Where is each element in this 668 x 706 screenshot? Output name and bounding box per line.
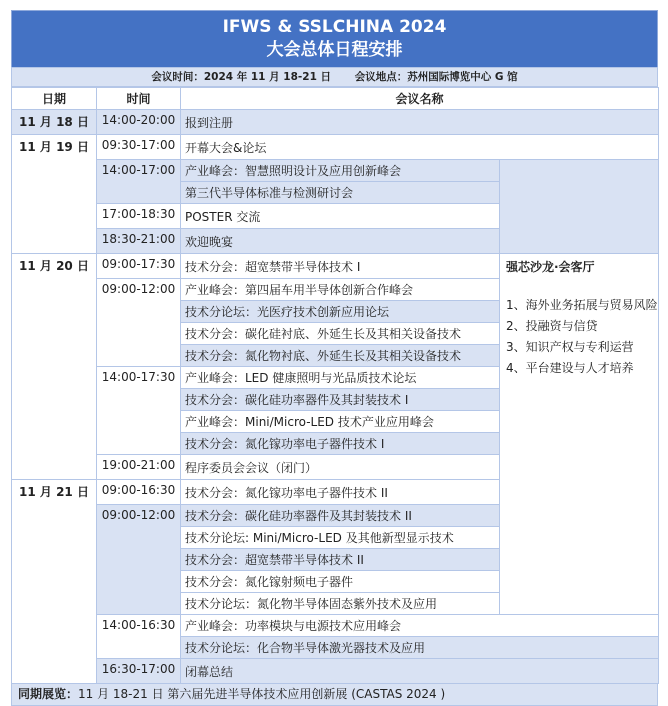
session-cell: 技术分会：碳化硅功率器件及其封装技术 II	[181, 505, 500, 527]
header-name: 会议名称	[181, 88, 659, 110]
time-cell: 14:00-17:00	[97, 160, 181, 204]
blank-side-cell	[500, 160, 659, 254]
date-cell: 11 月 21 日	[12, 480, 97, 684]
table-row	[12, 110, 659, 135]
table-row	[12, 160, 659, 182]
session-cell: 技术分会：氮化物衬底、外延生长及其相关设备技术	[181, 345, 500, 367]
session-cell: 技术分论坛：光医疗技术创新应用论坛	[181, 301, 500, 323]
salon-title: 强芯沙龙·会客厅	[506, 260, 595, 274]
footer-label: 同期展览：	[18, 687, 79, 701]
session-cell: 技术分论坛: Mini/Micro-LED 及其他新型显示技术	[181, 527, 500, 549]
session-cell: 产业峰会：LED 健康照明与光品质技术论坛	[181, 367, 500, 389]
title-banner	[11, 10, 658, 67]
session-cell: POSTER 交流	[181, 204, 500, 229]
session-cell: 产业峰会：Mini/Micro-LED 技术产业应用峰会	[181, 411, 500, 433]
header-time: 时间	[97, 88, 181, 110]
table-row	[12, 254, 659, 279]
session-cell: 闭幕总结	[181, 659, 659, 684]
session-cell: 技术分会：氮化镓功率电子器件技术 II	[181, 480, 500, 505]
time-cell: 09:30-17:00	[97, 135, 181, 160]
header-date: 日期	[12, 88, 97, 110]
session-cell: 欢迎晚宴	[181, 229, 500, 254]
salon-item: 2、投融资与信贷	[506, 319, 598, 333]
schedule-title: 大会总体日程安排	[266, 40, 403, 60]
session-cell: 技术分会：超宽禁带半导体技术 I	[181, 254, 500, 279]
session-cell: 产业峰会：功率模块与电源技术应用峰会	[181, 615, 659, 637]
salon-item: 1、海外业务拓展与贸易风险	[506, 298, 658, 312]
date-cell: 11 月 18 日	[12, 110, 97, 135]
session-cell: 程序委员会会议（闭门）	[181, 455, 500, 480]
session-cell: 开幕大会&论坛	[181, 135, 659, 160]
table-row	[12, 659, 659, 684]
time-cell: 16:30-17:00	[97, 659, 181, 684]
session-cell: 第三代半导体标准与检测研讨会	[181, 182, 500, 204]
session-cell: 技术分论坛：化合物半导体激光器技术及应用	[181, 637, 659, 659]
time-cell: 14:00-16:30	[97, 615, 181, 659]
info-bar	[11, 67, 658, 87]
meeting-time: 会议时间：2024 年 11 月 18-21 日	[151, 71, 332, 83]
salon-cell	[500, 254, 659, 615]
session-cell: 技术分会：氮化镓射频电子器件	[181, 571, 500, 593]
session-cell: 技术分会：碳化硅功率器件及其封装技术 I	[181, 389, 500, 411]
session-cell: 技术分会：超宽禁带半导体技术 II	[181, 549, 500, 571]
session-cell: 报到注册	[181, 110, 659, 135]
time-cell: 17:00-18:30	[97, 204, 181, 229]
meeting-place: 会议地点：苏州国际博览中心 G 馆	[354, 71, 518, 83]
schedule	[11, 10, 658, 706]
session-cell: 技术分论坛：氮化物半导体固态紫外技术及应用	[181, 593, 500, 615]
table-row	[12, 135, 659, 160]
time-cell: 18:30-21:00	[97, 229, 181, 254]
header-row	[12, 88, 659, 110]
time-cell: 14:00-20:00	[97, 110, 181, 135]
session-cell: 技术分会：氮化镓功率电子器件技术 I	[181, 433, 500, 455]
event-title: IFWS & SSLCHINA 2024	[222, 17, 447, 37]
footer-text: 11 月 18-21 日 第六届先进半导体技术应用创新展 (CASTAS 2024 )	[78, 687, 446, 701]
time-cell: 19:00-21:00	[97, 455, 181, 480]
salon-item: 3、知识产权与专利运营	[506, 340, 634, 354]
time-cell: 09:00-12:00	[97, 505, 181, 615]
exhibition-footer	[11, 684, 658, 706]
time-cell: 09:00-17:30	[97, 254, 181, 279]
session-cell: 技术分会：碳化硅衬底、外延生长及其相关设备技术	[181, 323, 500, 345]
time-cell: 09:00-12:00	[97, 279, 181, 367]
date-cell: 11 月 20 日	[12, 254, 97, 480]
time-cell: 14:00-17:30	[97, 367, 181, 455]
schedule-table	[11, 87, 659, 684]
date-cell: 11 月 19 日	[12, 135, 97, 254]
table-row	[12, 615, 659, 637]
session-cell: 产业峰会：第四届车用半导体创新合作峰会	[181, 279, 500, 301]
salon-item: 4、平台建设与人才培养	[506, 361, 634, 375]
time-cell: 09:00-16:30	[97, 480, 181, 505]
session-cell: 产业峰会：智慧照明设计及应用创新峰会	[181, 160, 500, 182]
